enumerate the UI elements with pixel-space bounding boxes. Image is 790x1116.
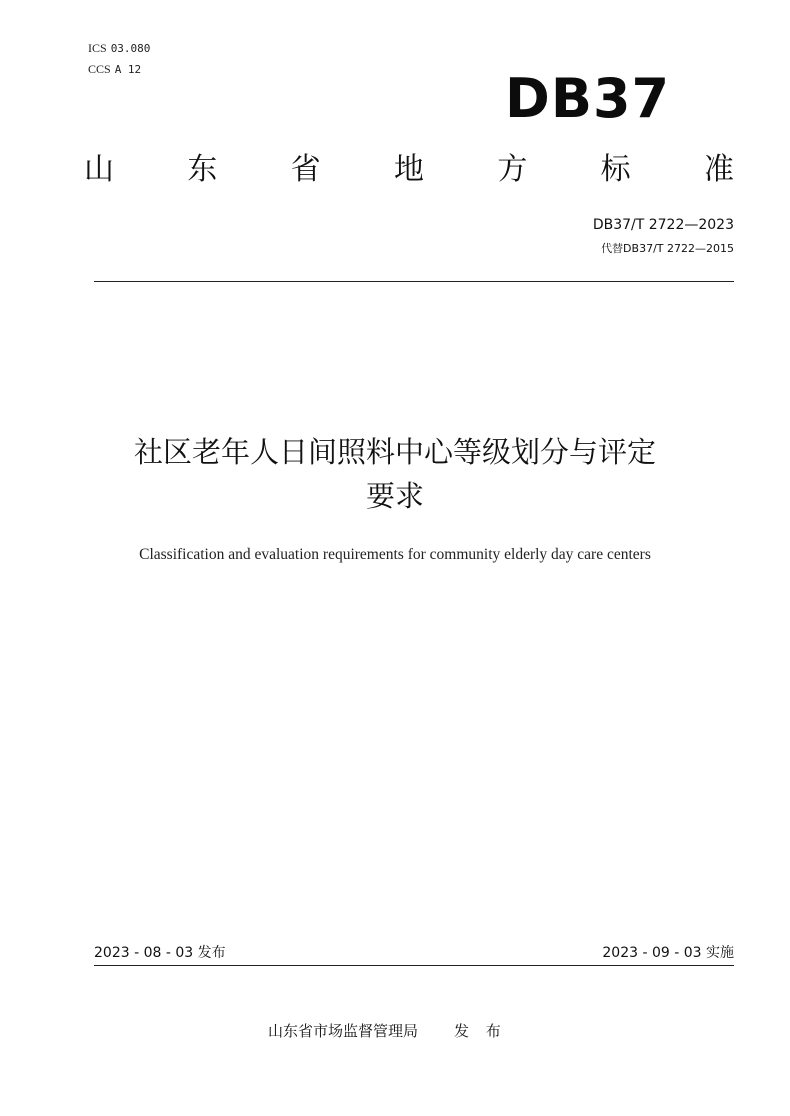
standard-type-char: 山 xyxy=(84,152,114,187)
standard-type-char: 地 xyxy=(393,152,424,187)
standard-number: DB37/T 2722—2023 xyxy=(592,217,734,233)
implementation-date: 2023 - 09 - 03 实施 xyxy=(602,945,734,961)
document-title-en: Classification and evaluation requirements for community elderly day care centers xyxy=(139,546,651,563)
standard-type-char: 省 xyxy=(290,152,321,187)
top-divider xyxy=(94,281,734,282)
standard-replaces: 代替DB37/T 2722—2015 xyxy=(601,242,734,255)
ccs-code: A 12 xyxy=(114,63,142,76)
classification-codes xyxy=(88,38,150,80)
issuer-line xyxy=(268,1020,507,1042)
title-zh-line-1: 社区老年人日间照料中心等级划分与评定 xyxy=(133,435,656,469)
bottom-divider xyxy=(94,965,734,966)
standard-type-char: 东 xyxy=(187,152,218,187)
issue-date: 2023 - 08 - 03 发布 xyxy=(94,945,226,961)
standard-type-char: 准 xyxy=(703,152,734,187)
document-title-zh xyxy=(60,430,730,518)
standard-type-heading xyxy=(84,148,734,192)
standard-type-char: 方 xyxy=(497,152,528,187)
ics-code: 03.080 xyxy=(110,42,151,55)
issuer-verb: 发 布 xyxy=(454,1022,507,1040)
db37-logo: DB37 xyxy=(505,67,671,130)
ics-label: ICS xyxy=(88,41,107,55)
standard-type-char: 标 xyxy=(600,152,631,187)
ics-line xyxy=(88,38,150,59)
issuer-name: 山东省市场监督管理局 xyxy=(268,1022,419,1040)
ccs-line xyxy=(88,59,150,80)
ccs-label: CCS xyxy=(88,62,111,76)
title-zh-line-2: 要求 xyxy=(365,479,424,513)
